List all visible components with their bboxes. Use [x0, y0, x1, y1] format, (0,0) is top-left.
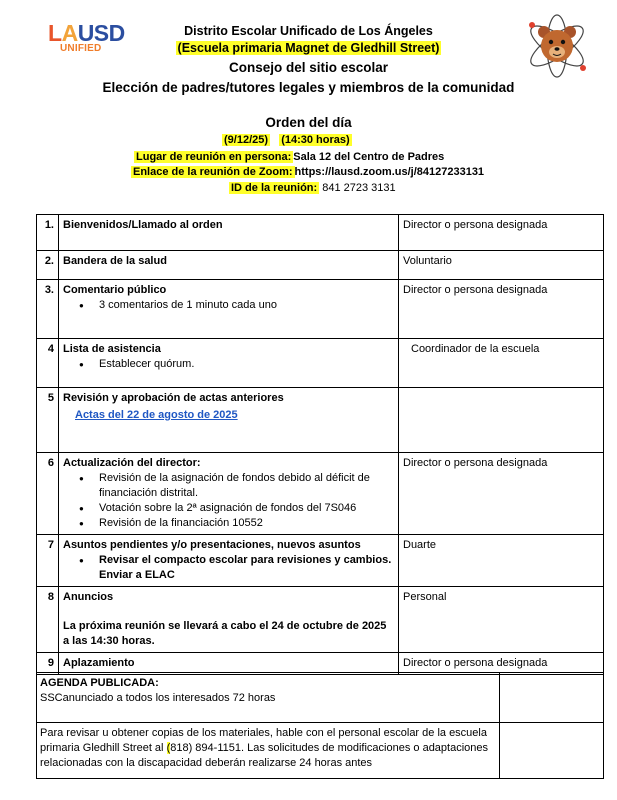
agenda-item-title: Anuncios — [63, 591, 114, 603]
agenda-table — [36, 214, 604, 675]
agenda-item-title: Bienvenidos/Llamado al orden — [59, 215, 399, 251]
agenda-item-title: Asuntos pendientes y/o presentaciones, nuevos asuntos — [63, 539, 361, 551]
list-item: ● 3 comentarios de 1 minuto cada uno — [79, 298, 394, 313]
agenda-title: Orden del día — [265, 115, 352, 130]
agenda-item-owner — [399, 388, 604, 453]
meeting-datetime: (9/12/25) (14:30 horas) — [224, 134, 350, 146]
posted-table — [36, 672, 604, 779]
agenda-row: 3. Comentario público ● 3 comentarios de 1 minuto cada uno Director o persona designada — [37, 280, 604, 339]
agenda-item-owner: Director o persona designada — [399, 453, 604, 535]
agenda-row: 6 Actualización del director: ● Revisión de la asignación de fondos debido al déficit de financiación distrital. ● Votación sobre la 2ª asignación de fondos del 7S046 ● Revisión de la financiación 10552 Director o persona designada — [37, 453, 604, 535]
footer-row — [37, 723, 604, 779]
agenda-item-owner: Director o persona designada — [399, 215, 604, 251]
agenda-item-owner: Coordinador de la escuela — [399, 339, 604, 388]
list-item: ● Revisión de la financiación 10552 — [79, 516, 394, 531]
minutes-link[interactable]: Actas del 22 de agosto de 2025 — [75, 409, 238, 421]
agenda-item-owner: Personal — [399, 587, 604, 653]
agenda-item-title: Comentario público — [63, 284, 167, 296]
agenda-item-title: Bandera de la salud — [59, 251, 399, 280]
agenda-row: 4 Lista de asistencia ● Establecer quórum. Coordinador de la escuela — [37, 339, 604, 388]
council-title: Consejo del sitio escolar — [228, 60, 389, 75]
agenda-row: 5 Revisión y aprobación de actas anteriores Actas del 22 de agosto de 2025 — [37, 388, 604, 453]
meeting-id: ID de la reunión: 841 2723 3131 — [231, 182, 396, 194]
meeting-location: Lugar de reunión en persona: Sala 12 del Centro de Padres — [136, 151, 445, 163]
agenda-item-owner: Director o persona designada — [399, 653, 604, 675]
list-item: ● Revisión de la asignación de fondos debido al déficit de financiación distrital. — [79, 471, 394, 501]
agenda-item-owner: Voluntario — [399, 251, 604, 280]
posted-text: SSCanunciado a todos los interesados 72 horas — [40, 692, 276, 704]
agenda-row: 2. Bandera de la salud Voluntario — [37, 251, 604, 280]
agenda-row: 7 Asuntos pendientes y/o presentaciones, nuevos asuntos ● Revisar el compacto escolar para revisiones y cambios. Enviar a ELAC Duarte — [37, 535, 604, 587]
zoom-link[interactable]: Enlace de la reunión de Zoom: https://lausd.zoom.us/j/84127233131 — [133, 166, 485, 178]
agenda-item-owner: Duarte — [399, 535, 604, 587]
agenda-row: 9 Aplazamiento Director o persona designada — [37, 653, 604, 675]
election-title: Elección de padres/tutores legales y miembros de la comunidad — [102, 80, 515, 95]
agenda-row: 8 Anuncios La próxima reunión se llevará a cabo el 24 de octubre de 2025 a las 14:30 horas. Personal — [37, 587, 604, 653]
logo-unified: UNIFIED — [60, 43, 102, 54]
agenda-item-title: Aplazamiento — [59, 653, 399, 675]
agenda-item-title: Lista de asistencia — [63, 343, 161, 355]
agenda-item-title: Actualización del director: — [63, 457, 201, 469]
agenda-item-title: Revisión y aprobación de actas anteriores — [63, 392, 284, 404]
list-item: ● Revisar el compacto escolar para revisiones y cambios. Enviar a ELAC — [79, 553, 394, 583]
agenda-row: 1. Bienvenidos/Llamado al orden Director o persona designada — [37, 215, 604, 251]
contact-note: Para revisar u obtener copias de los materiales, hable con el personal escolar de la escuela primaria Gledhill Street al (818) 894-1151. Las solicitudes de modificaciones o adaptaciones relacionadas con la discapacidad deberán realizarse 24 horas antes — [37, 723, 500, 779]
next-meeting-note: La próxima reunión se llevará a cabo el 24 de octubre de 2025 a las 14:30 horas. — [63, 620, 387, 647]
agenda-item-owner: Director o persona designada — [399, 280, 604, 339]
school-name: (Escuela primaria Magnet de Gledhill Street) — [177, 41, 440, 55]
posted-row — [37, 673, 604, 723]
logo-wordmark: LAUSD — [48, 20, 125, 46]
list-item: ● Establecer quórum. — [79, 357, 394, 372]
posted-label: AGENDA PUBLICADA: — [40, 677, 159, 689]
district-name: Distrito Escolar Unificado de Los Ángeles — [184, 24, 433, 38]
list-item: ● Votación sobre la 2ª asignación de fondos del 7S046 — [79, 501, 394, 516]
